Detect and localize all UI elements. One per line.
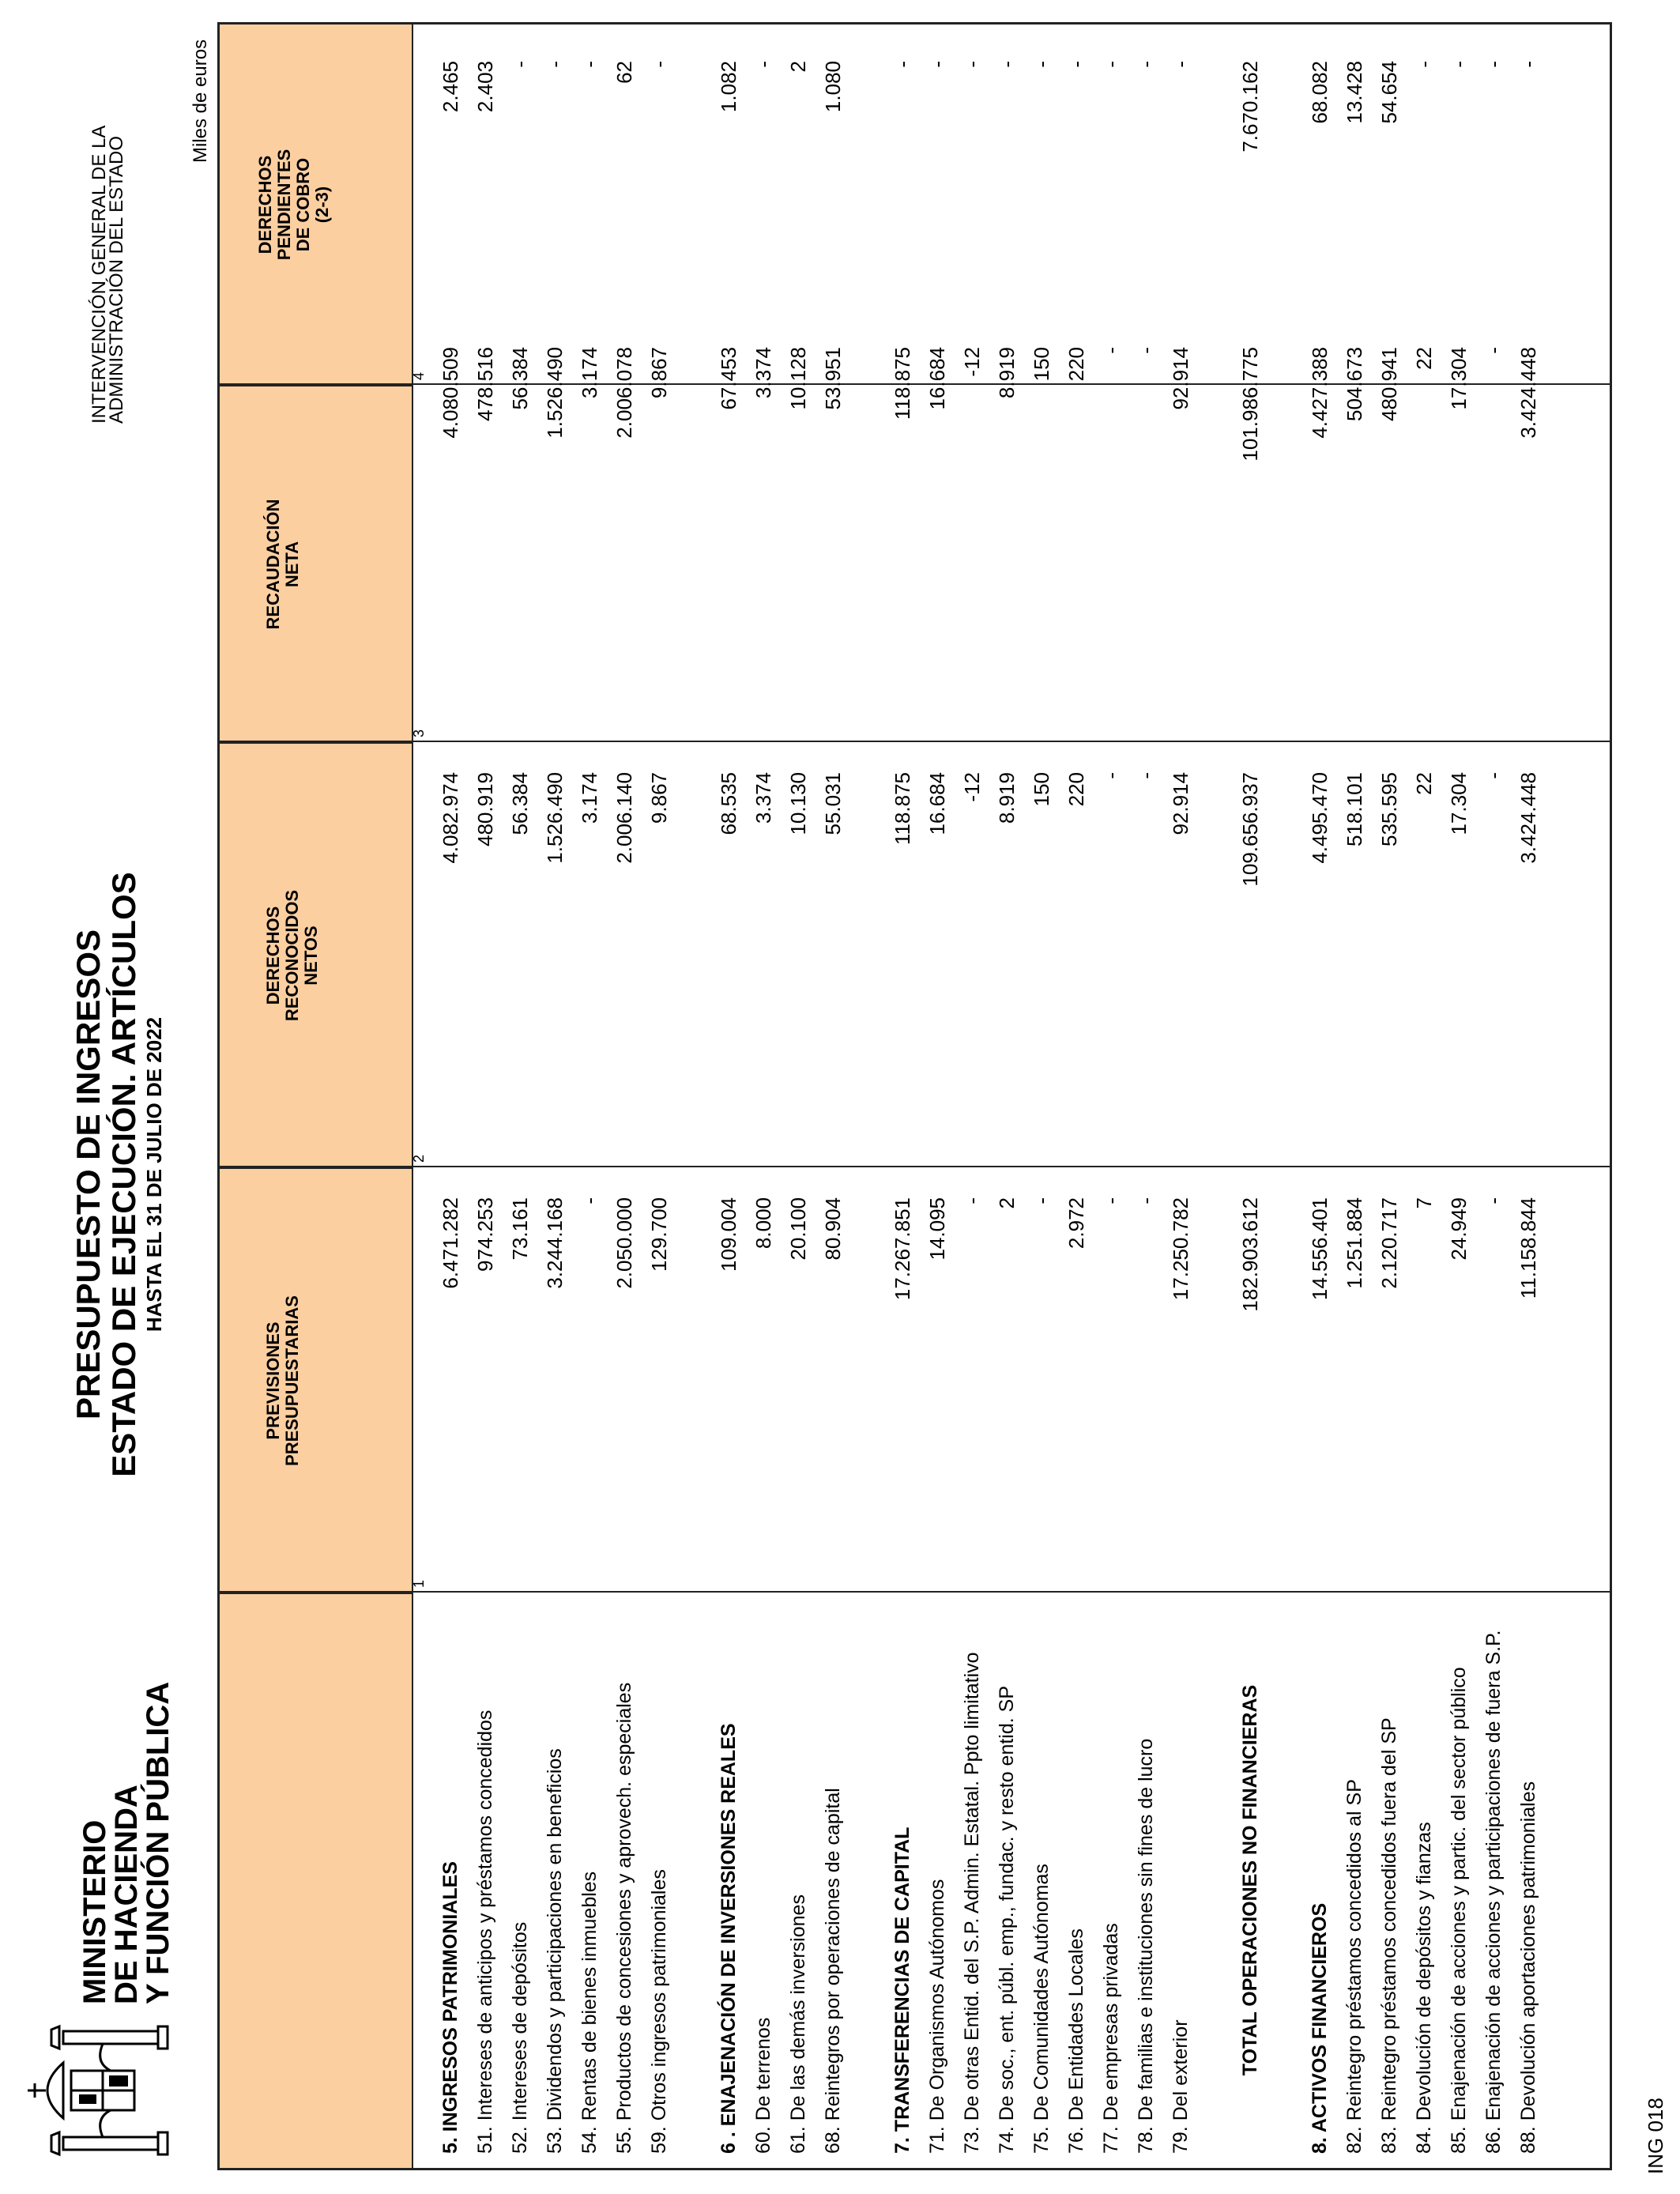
row-value-col3: 3.174 (578, 347, 601, 399)
row-concept: 73. De otras Entid. del S.P. Admin. Estatal. Ppto limitativo (961, 1652, 983, 2154)
row-value-col2: 109.656.937 (1238, 772, 1262, 887)
row-value-col4: 2.465 (439, 61, 462, 113)
ministry-line-2: DE HACIENDA (109, 1785, 144, 2004)
row-value-col2: 92.914 (1169, 772, 1192, 835)
row-value-col2: 150 (1030, 772, 1053, 807)
issuer-line-1: INTERVENCIÓN GENERAL DE LA (89, 125, 110, 424)
row-value-col2: 3.424.448 (1516, 772, 1540, 864)
row-concept: 85. Enajenación de acciones y partic. del sector público (1448, 1667, 1470, 2154)
row-value-col2: - (1099, 772, 1123, 779)
issuer-line-2: ADMINISTRACIÓN DEL ESTADO (106, 135, 127, 424)
col-header-4 (220, 25, 412, 385)
row-value-col1: - (578, 1197, 601, 1204)
column-number: 4 (411, 371, 427, 380)
row-value-col2: 55.031 (821, 772, 845, 835)
col-header-3-line: RECAUDACIÓN (263, 499, 283, 630)
row-concept: 52. Intereses de depósitos (509, 1921, 531, 2154)
row-concept: 55. Productos de concesiones y aprovech. especiales (613, 1682, 635, 2154)
col-header-1 (220, 1167, 412, 1593)
row-value-col1: 80.904 (821, 1197, 845, 1261)
table-row (468, 25, 503, 2168)
table-row (503, 25, 537, 2168)
budget-table (217, 22, 1612, 2170)
table-row (1337, 25, 1372, 2168)
row-concept: 54. Rentas de bienes inmuebles (578, 1871, 601, 2154)
row-concept: 79. Del exterior (1170, 2019, 1192, 2154)
report-title (71, 779, 166, 1570)
row-value-col4: 1.082 (717, 61, 740, 113)
table-row (1441, 25, 1476, 2168)
row-value-col4: 2.403 (473, 61, 497, 113)
row-concept: 51. Intereses de anticipos y préstamos concedidos (474, 1710, 496, 2154)
title-date: HASTA EL 31 DE JULIO DE 2022 (142, 1016, 166, 1333)
row-concept: 5. INGRESOS PATRIMONIALES (439, 1861, 461, 2154)
column-number: 1 (411, 1579, 427, 1588)
row-value-col1: 3.244.168 (543, 1197, 567, 1289)
row-value-col1: - (1134, 1197, 1158, 1204)
table-row (955, 25, 989, 2168)
row-value-col3: 8.919 (995, 347, 1019, 399)
row-value-col2: 10.130 (786, 772, 810, 835)
row-value-col4: - (891, 61, 914, 68)
row-value-col4: 62 (612, 61, 636, 84)
row-value-col2: 3.174 (578, 772, 601, 824)
row-value-col1: 11.158.844 (1516, 1197, 1540, 1299)
row-value-col3: 504.673 (1343, 347, 1366, 421)
row-value-col3: 220 (1064, 347, 1088, 382)
row-value-col4: - (1412, 61, 1436, 68)
row-concept: 78. De familias e instituciones sin fines de lucro (1135, 1738, 1157, 2154)
row-concept: 59. Otros ingresos patrimoniales (648, 1869, 670, 2154)
row-concept: 6 . ENAJENACIÓN DE INVERSIONES REALES (718, 1723, 740, 2154)
table-row (1233, 25, 1268, 2168)
row-value-col3: 3.374 (751, 347, 775, 399)
row-value-col3: 22 (1412, 347, 1436, 370)
row-value-col1: 6.471.282 (439, 1197, 462, 1289)
table-row (1059, 25, 1094, 2168)
row-value-col1: 7 (1412, 1197, 1436, 1209)
row-value-col3: -12 (960, 347, 984, 377)
row-value-col3: 4.080.509 (439, 347, 462, 439)
table-row (1163, 25, 1198, 2168)
table-row (433, 25, 468, 2168)
issuer (91, 126, 126, 424)
row-value-col4: 7.670.162 (1238, 61, 1262, 153)
row-value-col2: - (1482, 772, 1505, 779)
row-value-col3: 480.941 (1377, 347, 1401, 421)
row-value-col2: 16.684 (925, 772, 949, 835)
column-number: 3 (411, 729, 427, 737)
row-concept: 71. De Organismos Autónomos (926, 1879, 948, 2154)
table-row (1024, 25, 1059, 2168)
table-row (572, 25, 607, 2168)
header-divider (412, 25, 413, 2168)
row-concept: 83. Reintegro préstamos concedidos fuera del SP (1378, 1717, 1400, 2154)
row-concept: 7. TRANSFERENCIAS DE CAPITAL (891, 1826, 913, 2154)
table-row (711, 25, 746, 2168)
row-value-col4: - (1169, 61, 1192, 68)
ministry-name (79, 1682, 174, 2004)
row-value-col3: 101.986.775 (1238, 347, 1262, 462)
row-value-col2: 2.006.140 (612, 772, 636, 864)
row-value-col3: - (1482, 347, 1505, 354)
row-value-col2: 56.384 (508, 772, 532, 835)
spacer-row (1198, 25, 1233, 2168)
row-concept: 84. Devolución de depósitos y fianzas (1413, 1822, 1435, 2154)
row-value-col1: - (1099, 1197, 1123, 1204)
ministry-line-1: MINISTERIO (77, 1819, 112, 2004)
col-header-2 (220, 742, 412, 1167)
row-value-col2: - (1134, 772, 1158, 779)
row-concept: TOTAL OPERACIONES NO FINANCIERAS (1239, 1684, 1261, 2076)
col-header-4-label (256, 25, 332, 385)
table-row (1511, 25, 1546, 2168)
row-value-col4: 2 (786, 61, 810, 73)
row-value-col4: 54.654 (1377, 61, 1401, 124)
row-value-col2: 68.535 (717, 772, 740, 835)
row-value-col2: 220 (1064, 772, 1088, 807)
row-value-col3: 67.453 (717, 347, 740, 410)
row-value-col3: 56.384 (508, 347, 532, 410)
row-value-col1: 17.250.782 (1169, 1197, 1192, 1301)
col-header-2-label (264, 744, 321, 1167)
row-value-col2: 1.526.490 (543, 772, 567, 864)
row-value-col1: 8.000 (751, 1197, 775, 1250)
spacer-row (676, 25, 711, 2168)
row-concept: 61. De las demás inversiones (787, 1894, 809, 2154)
spacer-row (850, 25, 885, 2168)
row-concept: 74. De soc., ent. públ. emp., fundac. y resto entid. SP (996, 1686, 1018, 2154)
row-value-col2: 9.867 (647, 772, 671, 824)
row-value-col4: - (578, 61, 601, 68)
row-value-col3: - (1134, 347, 1158, 354)
col-header-2-line: NETOS (301, 925, 321, 986)
row-value-col1: 2.050.000 (612, 1197, 636, 1289)
row-value-col2: 4.082.974 (439, 772, 462, 864)
form-code: ING 018 (1644, 2098, 1667, 2174)
row-value-col2: 518.101 (1343, 772, 1366, 846)
col-header-2-line: DERECHOS (263, 906, 283, 1005)
row-value-col4: - (1516, 61, 1540, 68)
units-label: Miles de euros (190, 39, 211, 163)
spacer-row (1268, 25, 1302, 2168)
row-value-col4: - (1134, 61, 1158, 68)
table-row (1476, 25, 1511, 2168)
row-value-col4: - (508, 61, 532, 68)
col-header-2-line: RECONOCIDOS (282, 889, 302, 1022)
col-header-4-line: PENDIENTES (274, 149, 294, 261)
table-row (642, 25, 676, 2168)
table-row (1094, 25, 1128, 2168)
row-concept: 77. De empresas privadas (1100, 1923, 1122, 2154)
row-value-col3: 150 (1030, 347, 1053, 382)
row-value-col4: - (925, 61, 949, 68)
table-row (816, 25, 850, 2168)
row-value-col2: 8.919 (995, 772, 1019, 824)
row-value-col4: - (751, 61, 775, 68)
row-concept: 86. Enajenación de acciones y participaciones de fuera S.P. (1482, 1630, 1505, 2154)
row-value-col4: - (1064, 61, 1088, 68)
row-value-col3: 16.684 (925, 347, 949, 410)
row-concept: 88. Devolución aportaciones patrimoniales (1517, 1781, 1539, 2154)
col-header-1-label (264, 1169, 302, 1593)
table-row (1128, 25, 1163, 2168)
col-header-4-line: DE COBRO (293, 157, 313, 252)
row-value-col1: 14.095 (925, 1197, 949, 1261)
row-value-col4: - (647, 61, 671, 68)
row-value-col4: 13.428 (1343, 61, 1366, 124)
row-concept: 68. Reintegros por operaciones de capital (822, 1788, 844, 2154)
row-value-col4: - (995, 61, 1019, 68)
row-value-col1: 2.972 (1064, 1197, 1088, 1250)
col-header-3-line: NETA (282, 541, 302, 588)
title-line-1: PRESUPUESTO DE INGRESOS (70, 929, 107, 1420)
col-header-3 (220, 385, 412, 742)
table-row (781, 25, 816, 2168)
table-row (989, 25, 1024, 2168)
row-concept: 75. De Comunidades Autónomas (1030, 1864, 1053, 2154)
row-value-col1: 129.700 (647, 1197, 671, 1272)
row-value-col4: - (543, 61, 567, 68)
row-value-col4: 1.080 (821, 61, 845, 113)
title-line-2: ESTADO DE EJECUCIÓN. ARTÍCULOS (105, 872, 142, 1477)
row-value-col2: 118.875 (891, 772, 914, 846)
row-value-col1: - (1030, 1197, 1053, 1204)
row-value-col3: 17.304 (1447, 347, 1471, 410)
row-value-col4: - (1099, 61, 1123, 68)
row-value-col1: 73.161 (508, 1197, 532, 1261)
row-value-col4: - (1482, 61, 1505, 68)
row-value-col3: 9.867 (647, 347, 671, 399)
table-row (607, 25, 642, 2168)
row-value-col1: 1.251.884 (1343, 1197, 1366, 1289)
row-value-col4: - (1447, 61, 1471, 68)
row-value-col1: 2 (995, 1197, 1019, 1209)
row-value-col3: - (1099, 347, 1123, 354)
col-header-1-line: PREVISIONES (263, 1321, 283, 1440)
table-row (537, 25, 572, 2168)
row-value-col4: 68.082 (1308, 61, 1332, 124)
row-value-col4: - (960, 61, 984, 68)
row-value-col1: - (960, 1197, 984, 1204)
table-row (1372, 25, 1407, 2168)
row-value-col2: 3.374 (751, 772, 775, 824)
col-header-3-label (264, 386, 302, 742)
row-value-col2: 22 (1412, 772, 1436, 795)
row-concept: 76. De Entidades Locales (1065, 1928, 1087, 2154)
col-header-4-line: (2-3) (312, 186, 332, 224)
row-value-col3: 1.526.490 (543, 347, 567, 439)
row-value-col2: 17.304 (1447, 772, 1471, 835)
concept-header (220, 1593, 412, 2168)
row-concept: 82. Reintegro préstamos concedidos al SP (1343, 1779, 1365, 2154)
col-header-4-line: DERECHOS (255, 155, 275, 254)
row-value-col1: 20.100 (786, 1197, 810, 1261)
row-value-col4: - (1030, 61, 1053, 68)
row-value-col1: - (1482, 1197, 1505, 1204)
table-row (746, 25, 781, 2168)
row-concept: 8. ACTIVOS FINANCIEROS (1309, 1902, 1331, 2154)
row-value-col1: 109.004 (717, 1197, 740, 1272)
row-value-col2: 535.595 (1377, 772, 1401, 846)
row-value-col1: 2.120.717 (1377, 1197, 1401, 1289)
col-header-1-line: PRESUPUESTARIAS (282, 1295, 302, 1466)
row-value-col1: 17.267.851 (891, 1197, 914, 1301)
row-value-col1: 14.556.401 (1308, 1197, 1332, 1301)
row-value-col3: 478.516 (473, 347, 497, 421)
table-row (1302, 25, 1337, 2168)
coat-of-arms-icon (16, 2015, 190, 2166)
row-value-col2: 480.919 (473, 772, 497, 846)
row-value-col3: 53.951 (821, 347, 845, 410)
row-value-col3: 92.914 (1169, 347, 1192, 410)
ministry-line-3: Y FUNCIÓN PÚBLICA (141, 1681, 175, 2004)
row-value-col1: 182.903.612 (1238, 1197, 1262, 1312)
column-number: 2 (411, 1154, 427, 1163)
table-row (920, 25, 955, 2168)
row-value-col3: 2.006.078 (612, 347, 636, 439)
row-concept: 60. De terrenos (752, 2017, 774, 2154)
row-concept: 53. Dividendos y participaciones en beneficios (544, 1748, 566, 2154)
table-row (885, 25, 920, 2168)
table-row (1407, 25, 1441, 2168)
row-value-col3: 4.427.388 (1308, 347, 1332, 439)
row-value-col2: 4.495.470 (1308, 772, 1332, 864)
row-value-col1: 974.253 (473, 1197, 497, 1272)
row-value-col3: 3.424.448 (1516, 347, 1540, 439)
row-value-col3: 118.875 (891, 347, 914, 420)
row-value-col1: 24.949 (1447, 1197, 1471, 1261)
row-value-col2: -12 (960, 772, 984, 802)
row-value-col3: 10.128 (786, 347, 810, 410)
